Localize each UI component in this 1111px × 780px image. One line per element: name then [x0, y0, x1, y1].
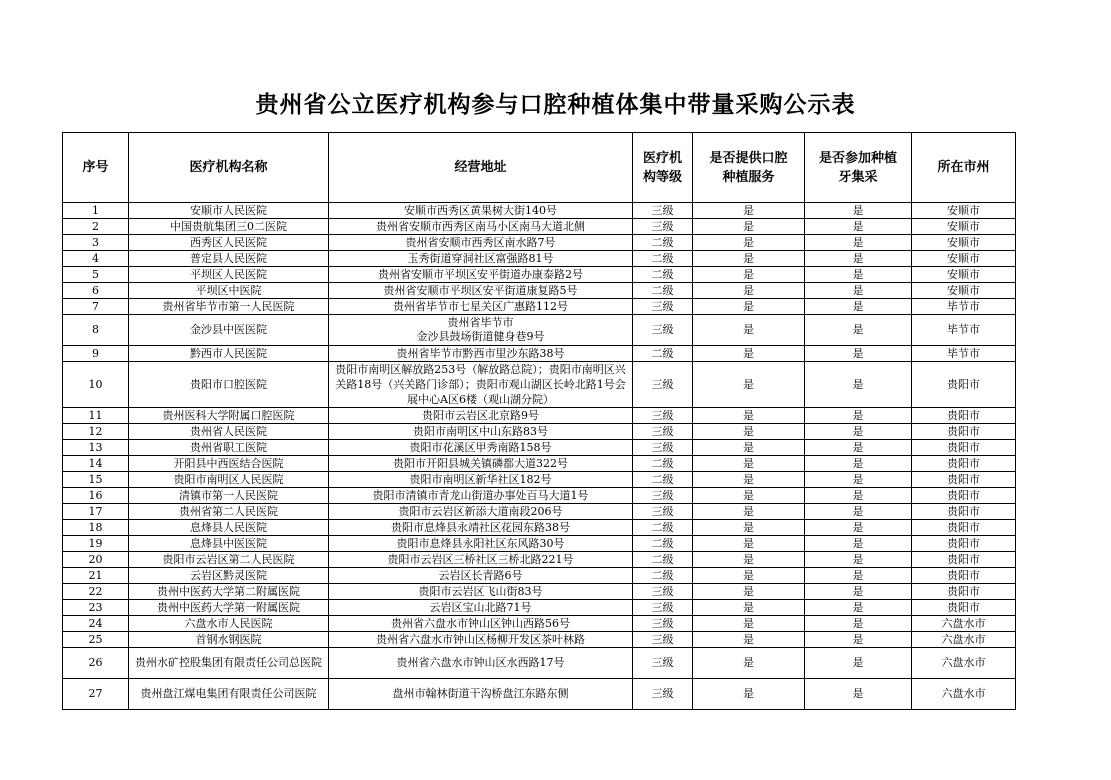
- table-row: [63, 424, 1016, 440]
- cell-no: 19: [63, 536, 129, 552]
- cell-no: 25: [63, 632, 129, 648]
- cell-name: 西秀区人民医院: [129, 235, 329, 251]
- cell-city: 贵阳市: [912, 456, 1016, 472]
- cell-no: 10: [63, 362, 129, 408]
- cell-procurement: 是: [805, 584, 912, 600]
- table-row: [63, 504, 1016, 520]
- cell-name: 贵州医科大学附属口腔医院: [129, 408, 329, 424]
- cell-address: 贵阳市南明区解放路253号（解放路总院）；贵阳市南明区兴关路18号（兴关路门诊部）；贵阳市观山湖区长岭北路1号会展中心A区6楼（观山湖分院）: [329, 362, 633, 408]
- cell-city: 毕节市: [912, 346, 1016, 362]
- cell-procurement: 是: [805, 440, 912, 456]
- cell-no: 12: [63, 424, 129, 440]
- cell-name: 中国贵航集团三0二医院: [129, 219, 329, 235]
- cell-address: 贵阳市南明区新华社区182号: [329, 472, 633, 488]
- col-header-no: 序号: [63, 133, 129, 203]
- cell-no: 22: [63, 584, 129, 600]
- cell-city: 贵阳市: [912, 504, 1016, 520]
- cell-name: 黔西市人民医院: [129, 346, 329, 362]
- cell-implant-service: 是: [693, 648, 805, 679]
- cell-city: 安顺市: [912, 283, 1016, 299]
- table-row: [63, 408, 1016, 424]
- cell-procurement: 是: [805, 552, 912, 568]
- cell-implant-service: 是: [693, 251, 805, 267]
- cell-level: 二级: [633, 552, 693, 568]
- cell-address: 贵州省安顺市平坝区安平街道办康泰路2号: [329, 267, 633, 283]
- cell-address: 盘州市翰林街道干沟桥盘江东路东侧: [329, 679, 633, 710]
- col-header-address: 经营地址: [329, 133, 633, 203]
- table-row: [63, 648, 1016, 679]
- cell-city: 六盘水市: [912, 648, 1016, 679]
- cell-level: 二级: [633, 520, 693, 536]
- cell-city: 贵阳市: [912, 568, 1016, 584]
- cell-address: 贵阳市云岩区新添大道南段206号: [329, 504, 633, 520]
- cell-implant-service: 是: [693, 299, 805, 315]
- cell-implant-service: 是: [693, 616, 805, 632]
- cell-name: 金沙县中医医院: [129, 315, 329, 346]
- cell-procurement: 是: [805, 504, 912, 520]
- cell-address: 贵阳市云岩区三桥社区三桥北路221号: [329, 552, 633, 568]
- cell-procurement: 是: [805, 456, 912, 472]
- cell-implant-service: 是: [693, 632, 805, 648]
- cell-city: 安顺市: [912, 267, 1016, 283]
- cell-level: 二级: [633, 346, 693, 362]
- cell-no: 17: [63, 504, 129, 520]
- cell-address: 贵阳市息烽县永靖社区花园东路38号: [329, 520, 633, 536]
- table-row: [63, 346, 1016, 362]
- cell-address: 贵州省六盘水市钟山区钟山西路56号: [329, 616, 633, 632]
- cell-implant-service: 是: [693, 283, 805, 299]
- table-row: [63, 219, 1016, 235]
- cell-city: 毕节市: [912, 315, 1016, 346]
- cell-procurement: 是: [805, 520, 912, 536]
- cell-procurement: 是: [805, 536, 912, 552]
- cell-city: 贵阳市: [912, 424, 1016, 440]
- cell-address: 贵州省六盘水市钟山区水西路17号: [329, 648, 633, 679]
- cell-no: 7: [63, 299, 129, 315]
- table-header-row: [63, 133, 1016, 203]
- cell-level: 二级: [633, 456, 693, 472]
- cell-address: 云岩区宝山北路71号: [329, 600, 633, 616]
- table-row: [63, 600, 1016, 616]
- cell-name: 贵阳市云岩区第二人民医院: [129, 552, 329, 568]
- cell-address: 安顺市西秀区黄果树大街140号: [329, 203, 633, 219]
- cell-implant-service: 是: [693, 552, 805, 568]
- table-row: [63, 584, 1016, 600]
- cell-procurement: 是: [805, 251, 912, 267]
- cell-procurement: 是: [805, 219, 912, 235]
- table-row: [63, 251, 1016, 267]
- cell-procurement: 是: [805, 424, 912, 440]
- cell-name: 贵州盘江煤电集团有限责任公司医院: [129, 679, 329, 710]
- cell-no: 23: [63, 600, 129, 616]
- cell-address: 贵阳市息烽县永阳社区东风路30号: [329, 536, 633, 552]
- procurement-table: [62, 132, 1016, 710]
- cell-city: 贵阳市: [912, 408, 1016, 424]
- cell-address: 贵州省安顺市西秀区南马小区南马大道北侧: [329, 219, 633, 235]
- cell-no: 20: [63, 552, 129, 568]
- cell-no: 9: [63, 346, 129, 362]
- cell-implant-service: 是: [693, 584, 805, 600]
- cell-city: 贵阳市: [912, 584, 1016, 600]
- cell-address: 玉秀街道穿洞社区富强路81号: [329, 251, 633, 267]
- cell-no: 1: [63, 203, 129, 219]
- cell-implant-service: 是: [693, 488, 805, 504]
- cell-procurement: 是: [805, 616, 912, 632]
- cell-no: 18: [63, 520, 129, 536]
- cell-no: 5: [63, 267, 129, 283]
- table-row: [63, 203, 1016, 219]
- table-row: [63, 315, 1016, 346]
- cell-name: 贵州水矿控股集团有限责任公司总医院: [129, 648, 329, 679]
- cell-procurement: 是: [805, 679, 912, 710]
- cell-implant-service: 是: [693, 424, 805, 440]
- cell-implant-service: 是: [693, 504, 805, 520]
- cell-procurement: 是: [805, 362, 912, 408]
- page-title: 贵州省公立医疗机构参与口腔种植体集中带量采购公示表: [255, 92, 856, 118]
- cell-name: 贵州中医药大学第一附属医院: [129, 600, 329, 616]
- cell-level: 三级: [633, 648, 693, 679]
- cell-level: 三级: [633, 679, 693, 710]
- cell-no: 11: [63, 408, 129, 424]
- table-row: [63, 679, 1016, 710]
- cell-level: 三级: [633, 632, 693, 648]
- cell-procurement: 是: [805, 648, 912, 679]
- table-row: [63, 235, 1016, 251]
- cell-name: 清镇市第一人民医院: [129, 488, 329, 504]
- cell-city: 安顺市: [912, 251, 1016, 267]
- cell-level: 三级: [633, 424, 693, 440]
- cell-implant-service: 是: [693, 362, 805, 408]
- table-row: [63, 536, 1016, 552]
- table-row: [63, 299, 1016, 315]
- cell-level: 三级: [633, 315, 693, 346]
- cell-name: 平坝区人民医院: [129, 267, 329, 283]
- cell-no: 15: [63, 472, 129, 488]
- cell-procurement: 是: [805, 408, 912, 424]
- table-row: [63, 552, 1016, 568]
- cell-level: 二级: [633, 568, 693, 584]
- cell-implant-service: 是: [693, 472, 805, 488]
- cell-address: 贵州省安顺市平坝区安平街道康复路5号: [329, 283, 633, 299]
- cell-no: 4: [63, 251, 129, 267]
- cell-city: 毕节市: [912, 299, 1016, 315]
- cell-name: 六盘水市人民医院: [129, 616, 329, 632]
- cell-level: 三级: [633, 488, 693, 504]
- cell-level: 三级: [633, 299, 693, 315]
- col-header-procurement: 是否参加种植 牙集采: [805, 133, 912, 203]
- cell-level: 二级: [633, 536, 693, 552]
- cell-no: 24: [63, 616, 129, 632]
- table-row: [63, 568, 1016, 584]
- cell-name: 平坝区中医院: [129, 283, 329, 299]
- cell-name: 息烽县中医医院: [129, 536, 329, 552]
- table-row: [63, 488, 1016, 504]
- cell-level: 三级: [633, 504, 693, 520]
- table-row: [63, 472, 1016, 488]
- cell-implant-service: 是: [693, 267, 805, 283]
- cell-procurement: 是: [805, 267, 912, 283]
- cell-address: 贵阳市云岩区飞山街83号: [329, 584, 633, 600]
- cell-implant-service: 是: [693, 679, 805, 710]
- cell-city: 贵阳市: [912, 552, 1016, 568]
- cell-level: 三级: [633, 600, 693, 616]
- cell-implant-service: 是: [693, 440, 805, 456]
- cell-city: 贵阳市: [912, 488, 1016, 504]
- cell-name: 安顺市人民医院: [129, 203, 329, 219]
- cell-procurement: 是: [805, 235, 912, 251]
- cell-city: 贵阳市: [912, 440, 1016, 456]
- cell-address: 贵州省毕节市 金沙县鼓场街道健身巷9号: [329, 315, 633, 346]
- cell-implant-service: 是: [693, 536, 805, 552]
- cell-no: 3: [63, 235, 129, 251]
- cell-name: 贵州中医药大学第二附属医院: [129, 584, 329, 600]
- cell-procurement: 是: [805, 283, 912, 299]
- cell-name: 贵州省第二人民医院: [129, 504, 329, 520]
- cell-no: 13: [63, 440, 129, 456]
- table-row: [63, 632, 1016, 648]
- cell-address: 云岩区长青路6号: [329, 568, 633, 584]
- col-header-city: 所在市州: [912, 133, 1016, 203]
- cell-no: 6: [63, 283, 129, 299]
- cell-name: 普定县人民医院: [129, 251, 329, 267]
- cell-city: 贵阳市: [912, 362, 1016, 408]
- cell-name: 开阳县中西医结合医院: [129, 456, 329, 472]
- table-row: [63, 267, 1016, 283]
- cell-level: 三级: [633, 440, 693, 456]
- cell-name: 贵州省毕节市第一人民医院: [129, 299, 329, 315]
- cell-no: 21: [63, 568, 129, 584]
- table-row: [63, 440, 1016, 456]
- cell-level: 二级: [633, 283, 693, 299]
- cell-procurement: 是: [805, 299, 912, 315]
- cell-implant-service: 是: [693, 315, 805, 346]
- cell-no: 14: [63, 456, 129, 472]
- cell-procurement: 是: [805, 568, 912, 584]
- col-header-level: 医疗机 构等级: [633, 133, 693, 203]
- cell-implant-service: 是: [693, 520, 805, 536]
- cell-level: 三级: [633, 408, 693, 424]
- cell-city: 安顺市: [912, 235, 1016, 251]
- cell-city: 贵阳市: [912, 520, 1016, 536]
- cell-name: 贵州省职工医院: [129, 440, 329, 456]
- cell-city: 贵阳市: [912, 600, 1016, 616]
- cell-no: 2: [63, 219, 129, 235]
- cell-address: 贵阳市南明区中山东路83号: [329, 424, 633, 440]
- cell-procurement: 是: [805, 472, 912, 488]
- cell-address: 贵阳市云岩区北京路9号: [329, 408, 633, 424]
- cell-address: 贵阳市花溪区甲秀南路158号: [329, 440, 633, 456]
- cell-address: 贵州省安顺市西秀区南水路7号: [329, 235, 633, 251]
- cell-procurement: 是: [805, 488, 912, 504]
- cell-city: 六盘水市: [912, 679, 1016, 710]
- cell-no: 16: [63, 488, 129, 504]
- cell-procurement: 是: [805, 346, 912, 362]
- cell-level: 三级: [633, 219, 693, 235]
- table-row: [63, 362, 1016, 408]
- cell-level: 三级: [633, 362, 693, 408]
- cell-procurement: 是: [805, 315, 912, 346]
- cell-name: 息烽县人民医院: [129, 520, 329, 536]
- cell-implant-service: 是: [693, 219, 805, 235]
- cell-address: 贵阳市开阳县城关镇磷都大道322号: [329, 456, 633, 472]
- cell-no: 27: [63, 679, 129, 710]
- cell-implant-service: 是: [693, 600, 805, 616]
- cell-level: 三级: [633, 203, 693, 219]
- table-row: [63, 616, 1016, 632]
- cell-name: 贵阳市南明区人民医院: [129, 472, 329, 488]
- cell-address: 贵州省六盘水市钟山区杨柳开发区茶叶林路: [329, 632, 633, 648]
- cell-address: 贵州省毕节市黔西市里沙东路38号: [329, 346, 633, 362]
- cell-no: 8: [63, 315, 129, 346]
- cell-no: 26: [63, 648, 129, 679]
- cell-implant-service: 是: [693, 346, 805, 362]
- cell-name: 云岩区黔灵医院: [129, 568, 329, 584]
- cell-city: 贵阳市: [912, 536, 1016, 552]
- cell-level: 二级: [633, 235, 693, 251]
- col-header-name: 医疗机构名称: [129, 133, 329, 203]
- cell-address: 贵阳市清镇市青龙山街道办事处百马大道1号: [329, 488, 633, 504]
- cell-level: 三级: [633, 584, 693, 600]
- cell-implant-service: 是: [693, 235, 805, 251]
- cell-name: 首钢水钢医院: [129, 632, 329, 648]
- table-row: [63, 283, 1016, 299]
- table-row: [63, 456, 1016, 472]
- cell-city: 六盘水市: [912, 616, 1016, 632]
- col-header-implant-service: 是否提供口腔 种植服务: [693, 133, 805, 203]
- cell-procurement: 是: [805, 632, 912, 648]
- cell-name: 贵阳市口腔医院: [129, 362, 329, 408]
- cell-procurement: 是: [805, 203, 912, 219]
- cell-level: 三级: [633, 616, 693, 632]
- cell-address: 贵州省毕节市七星关区广惠路112号: [329, 299, 633, 315]
- cell-city: 安顺市: [912, 203, 1016, 219]
- cell-procurement: 是: [805, 600, 912, 616]
- table-body: [63, 203, 1016, 710]
- cell-implant-service: 是: [693, 408, 805, 424]
- cell-city: 贵阳市: [912, 472, 1016, 488]
- cell-city: 安顺市: [912, 219, 1016, 235]
- cell-implant-service: 是: [693, 568, 805, 584]
- table-row: [63, 520, 1016, 536]
- cell-level: 二级: [633, 267, 693, 283]
- cell-implant-service: 是: [693, 456, 805, 472]
- cell-level: 二级: [633, 251, 693, 267]
- cell-level: 二级: [633, 472, 693, 488]
- cell-city: 六盘水市: [912, 632, 1016, 648]
- cell-name: 贵州省人民医院: [129, 424, 329, 440]
- cell-implant-service: 是: [693, 203, 805, 219]
